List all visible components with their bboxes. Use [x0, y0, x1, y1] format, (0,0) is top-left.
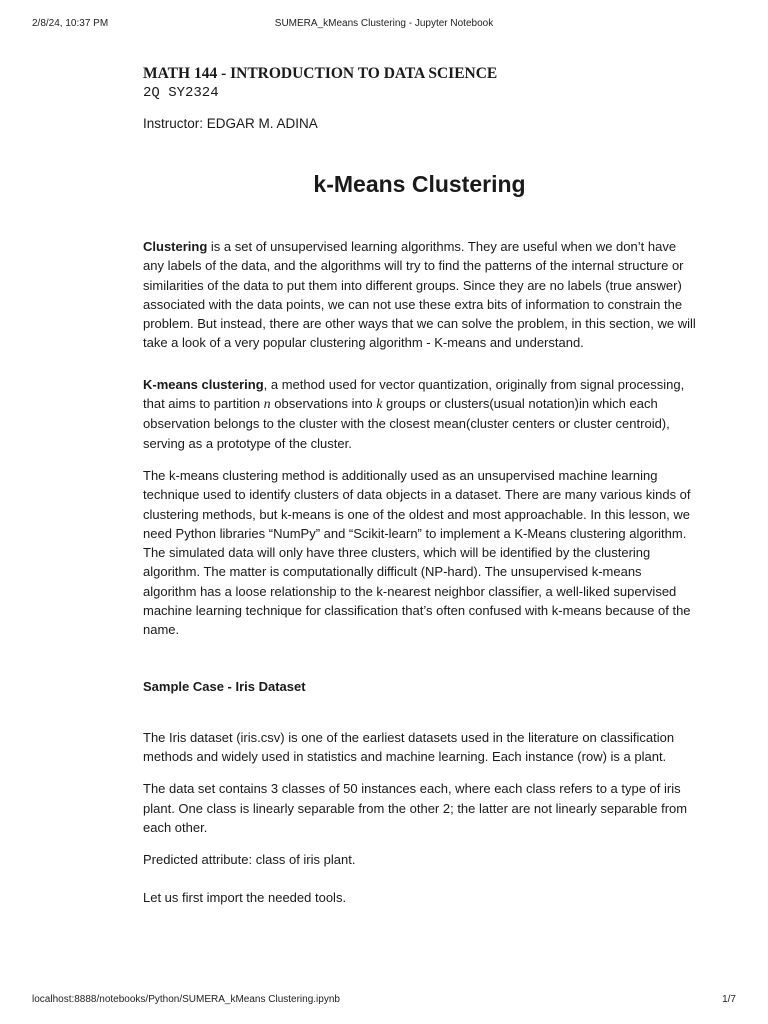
page-title: k-Means Clustering	[313, 171, 526, 197]
print-document-title: SUMERA_kMeans Clustering - Jupyter Notebook	[274, 18, 494, 29]
course-title: MATH 144 - INTRODUCTION TO DATA SCIENCE	[143, 65, 498, 82]
kmeans-term: K-means clustering	[143, 376, 264, 392]
notebook-content	[143, 64, 696, 908]
predicted-attribute-paragraph: Predicted attribute: class of iris plant.	[143, 852, 356, 868]
method-paragraph: The k-means clustering method is additionally used as an unsupervised machine learning technique used to identify clusters of data objects in a dataset. There are many various kinds of clustering methods, but k-means is one of the oldest and most approachable. In this lesson, we need Python libraries “NumPy” and “Scikit-learn” to implement a K-Means clustering algorithm. The simulated data will only have three clusters, which will be identified by the clustering algorithm. The matter is computationally difficult (NP-hard). The unsupervised k-means algorithm has a loose relationship to the k-nearest neighbor classifier, a well-liked supervised machine learning technique for classification that’s often confused with k-means because of the name.	[143, 467, 691, 638]
math-var-n: n	[263, 397, 271, 413]
term-label: 2Q SY2324	[143, 85, 219, 101]
iris-paragraph: The Iris dataset (iris.csv) is one of the earliest datasets used in the literature on classification methods and widely used in statistics and machine learning. Each instance (row) is a plant.	[143, 729, 675, 764]
print-footer	[32, 994, 736, 1008]
kmeans-paragraph	[143, 375, 696, 453]
clustering-text: is a set of unsupervised learning algorithms. They are useful when we don’t have any labels of the data, and the algorithms will try to find the patterns of the internal structure or similarities of the data to put them into different groups. Since they are no labels (true answer) associated with the data points, we can not use these extra bits of information to constrain the problem. But instead, there are other ways that we can solve the problem, in this section, we will take a look of a very popular clustering algorithm - K-means and understand.	[143, 239, 696, 351]
import-tools-paragraph: Let us first import the needed tools.	[143, 890, 347, 906]
instructor-line: Instructor: EDGAR M. ADINA	[143, 116, 318, 131]
classes-paragraph: The data set contains 3 classes of 50 instances each, where each class refers to a type of iris plant. One class is linearly separable from the other 2; the latter are not linearly separable from each other.	[143, 781, 688, 835]
kmeans-text-c: groups or clusters(usual notation)in which each observation belongs to the cluster with the closest mean(cluster centers or cluster centroid), serving as a prototype of the cluster.	[143, 396, 670, 451]
clustering-paragraph	[143, 237, 696, 353]
kmeans-text-b: observations into	[270, 396, 377, 412]
sample-case-heading: Sample Case - Iris Dataset	[143, 678, 306, 694]
print-header	[32, 18, 736, 32]
print-url: localhost:8888/notebooks/Python/SUMERA_kMeans Clustering.ipynb	[32, 994, 340, 1005]
print-datetime: 2/8/24, 10:37 PM	[32, 18, 109, 29]
clustering-term: Clustering	[143, 239, 208, 254]
kmeans-text-a: , a method used for vector quantization, originally from signal processing, that aims to partition	[143, 376, 685, 412]
page-number: 1/7	[722, 994, 736, 1005]
math-var-k: k	[376, 397, 383, 413]
